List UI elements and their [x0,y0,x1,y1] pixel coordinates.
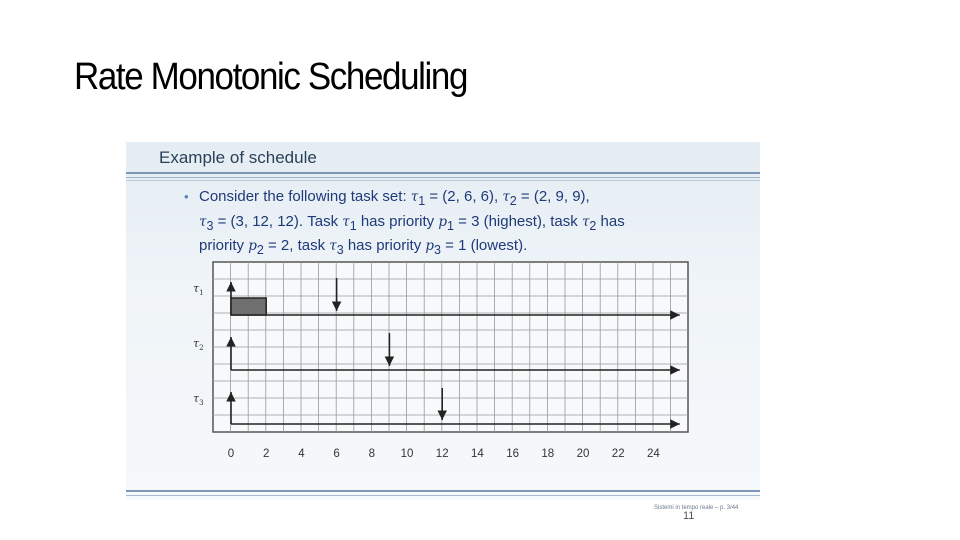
x-tick-label: 12 [435,448,449,460]
bullet-icon: • [184,189,189,204]
x-tick-label: 0 [227,448,235,460]
execution-block-τ1 [231,298,266,315]
slide-title: Rate Monotonic Scheduling [74,56,468,98]
x-tick-label: 8 [368,448,376,460]
x-tick-label: 22 [611,448,625,460]
page-number: 11 [683,510,695,522]
x-tick-label: 10 [400,448,414,460]
x-tick-label: 14 [471,448,484,460]
x-tick-label: 24 [647,448,660,460]
x-tick-label: 16 [506,448,519,460]
x-tick-label: 20 [576,448,590,460]
embedded-slide-header: Example of schedule [159,148,317,167]
task-label-τ3: $\tau_3$ [193,392,204,407]
task-label-τ2: $\tau_2$ [193,337,204,352]
x-tick-label: 18 [541,448,555,460]
x-tick-label: 2 [262,448,270,460]
x-tick-label: 6 [333,448,340,460]
footer-note: Sistemi in tempo reale – p. 3/44 [654,505,739,511]
bullet-text: Consider the following task set: $\tau_1 = (2$, 6, 6), $\tau_2 = (2$, 9, 9), $\tau_3 = (3$, 12, 12). Task $\tau_1$ has priority $p_1 = 3$ (highest), task $\tau_2$ has priority $p_2 = 2$, task $\tau_3$ has priority $p_3 = 1$ (lowest). [199,188,625,257]
x-tick-label: 4 [298,448,305,460]
task-label-τ1: $\tau_1$ [193,282,204,297]
